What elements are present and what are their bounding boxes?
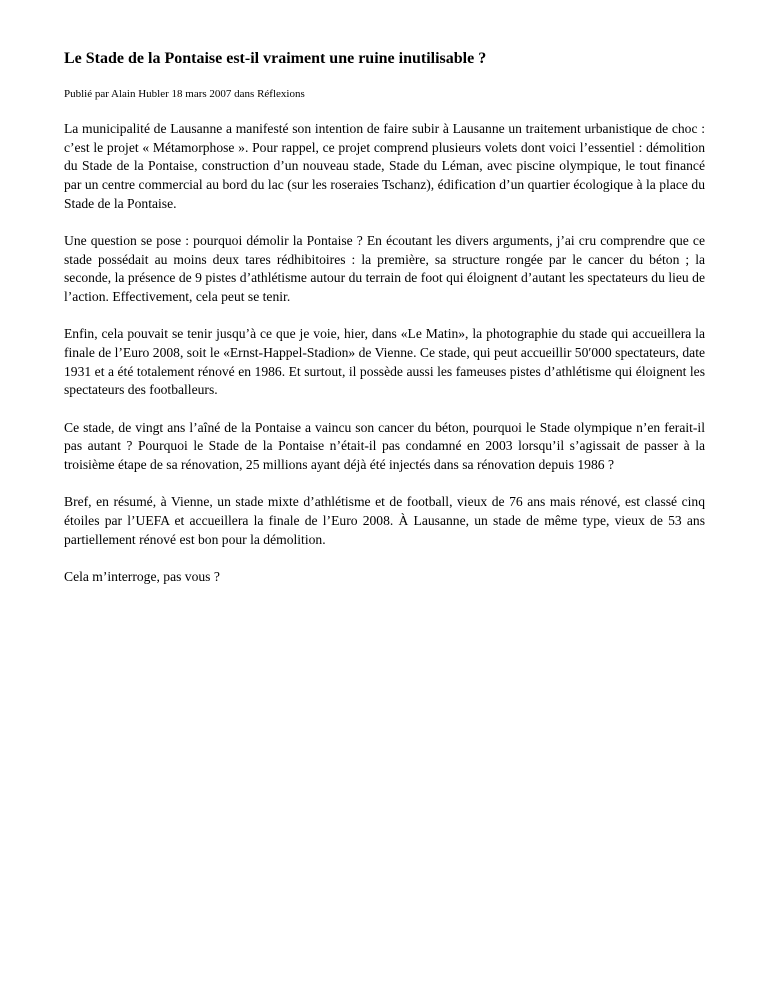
article-paragraph-5: Bref, en résumé, à Vienne, un stade mixte d’athlétisme et de football, vieux de 76 ans mais rénové, est classé cinq étoiles par l’UEFA et accueillera la finale de l’Euro 2008. À Lausanne, un stade de même type, vieux de 53 ans partiellement rénové est bon pour la démolition.	[64, 494, 705, 547]
article	[64, 49, 705, 587]
article-byline: Publié par Alain Hubler 18 mars 2007 dans Réflexions	[64, 88, 305, 100]
article-paragraph-1: La municipalité de Lausanne a manifesté son intention de faire subir à Lausanne un traitement urbanistique de choc : c’est le projet « Métamorphose ». Pour rappel, ce projet comprend plusieurs volets dont voici l’essentiel : démolition du Stade de la Pontaise, construction d’un nouveau stade, Stade du Léman, avec piscine olympique, le tout financé par un centre commercial au bord du lac (sur les roseraies Tschanz), édification d’un quartier écologique à la place du Stade de la Pontaise.	[64, 121, 705, 211]
article-paragraph-3: Enfin, cela pouvait se tenir jusqu’à ce que je voie, hier, dans «Le Matin», la photographie du stade qui accueillera la finale de l’Euro 2008, soit le «Ernst-Happel-Stadion» de Vienne. Ce stade, qui peut accueillir 50′000 spectateurs, date 1931 et a été totalement rénové en 1986. Et surtout, il possède aussi les fameuses pistes d’athlétisme qui éloignent les spectateurs des footballeurs.	[64, 326, 705, 398]
article-paragraph-2: Une question se pose : pourquoi démolir la Pontaise ? En écoutant les divers arguments, j’ai cru comprendre que ce stade possédait au moins deux tares rédhibitoires : la première, sa structure rongée par le cancer du béton ; la seconde, la présence de 9 pistes d’athlétisme autour du terrain de foot qui éloignent d’autant les spectateurs du lieu de l’action. Effectivement, cela peut se tenir.	[64, 233, 705, 305]
article-paragraph-6: Cela m’interroge, pas vous ?	[64, 568, 220, 584]
article-title: Le Stade de la Pontaise est-il vraiment une ruine inutilisable ?	[64, 50, 487, 67]
article-paragraph-4: Ce stade, de vingt ans l’aîné de la Pontaise a vaincu son cancer du béton, pourquoi le Stade olympique n’en ferait-il pas autant ? Pourquoi le Stade de la Pontaise n’était-il pas condamné en 2003 lorsqu’il s’agissait de passer à la troisième étape de sa rénovation, 25 millions ayant déjà été injectés dans sa rénovation depuis 1986 ?	[64, 419, 705, 473]
